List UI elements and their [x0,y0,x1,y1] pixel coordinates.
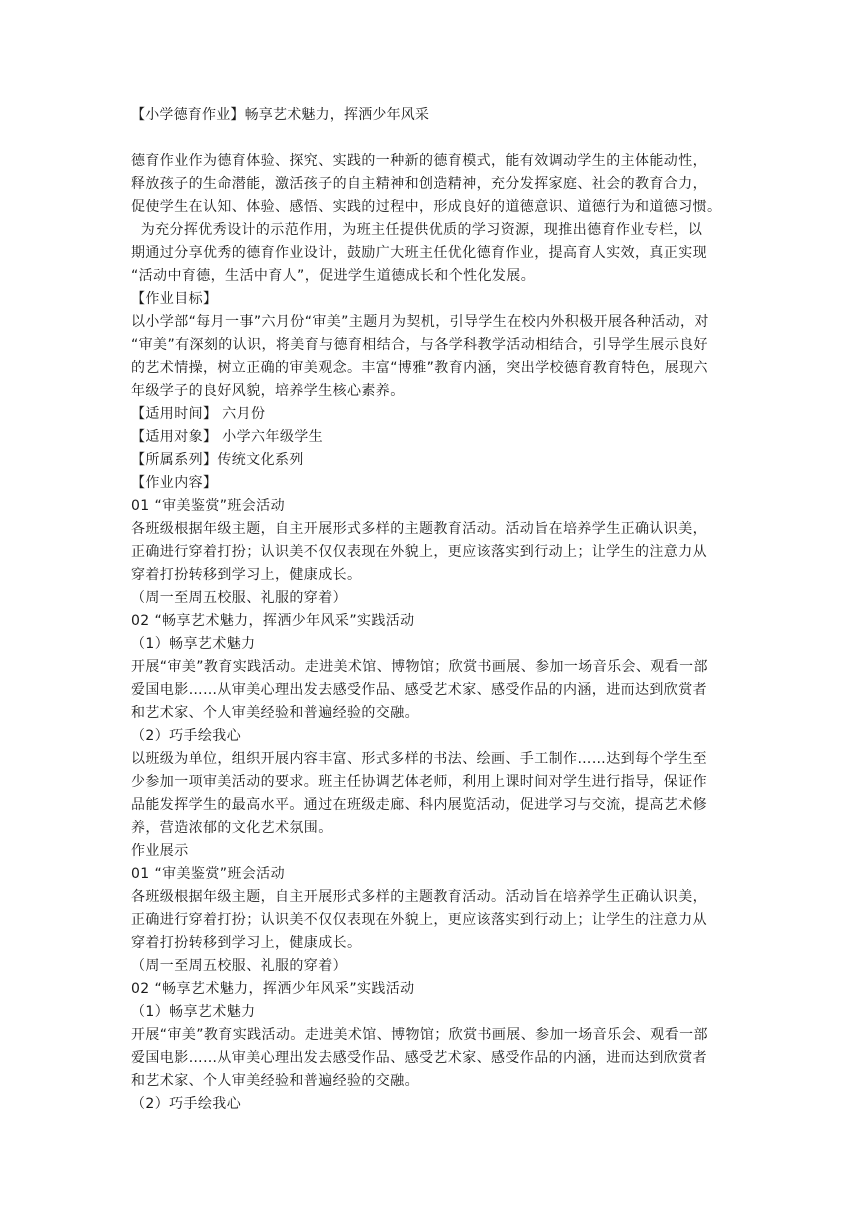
item-heading: 01 “审美鉴赏”班会活动 [131,866,285,882]
body-line: 促使学生在认知、体验、感悟、实践的过程中，形成良好的道德意识、道德行为和道德习惯。 [131,199,722,215]
body-line: 期通过分享优秀的德育作业设计，鼓励广大班主任优化德育作业，提高育人实效，真正实现 [131,245,707,261]
body-line: 德育作业作为德育体验、探究、实践的一种新的德育模式，能有效调动学生的主体能动性， [131,153,707,169]
body-line: 各班级根据年级主题，自主开展形式多样的主题教育活动。活动旨在培养学生正确认识美， [131,521,707,537]
section-heading-content: 【作业内容】 [131,475,218,491]
body-line: （周一至周五校服、礼服的穿着） [131,958,347,974]
item-heading: 02 “畅享艺术魅力，挥洒少年风采”实践活动 [131,613,415,629]
body-line: 品能发挥学生的最高水平。通过在班级走廊、科内展览活动，促进学习与交流，提高艺术修 [131,797,707,813]
sub-heading: （1）畅享艺术魅力 [131,636,256,652]
meta-series: 【所属系列】传统文化系列 [131,452,304,468]
meta-time: 【适用时间】 六月份 [131,406,266,422]
body-line: 以班级为单位，组织开展内容丰富、形式多样的书法、绘画、手工制作……达到每个学生至 [131,751,707,767]
sub-heading: （2）巧手绘我心 [131,728,242,744]
document-body [131,150,731,1116]
body-line: 开展“审美”教育实践活动。走进美术馆、博物馆；欣赏书画展、参加一场音乐会、观看一部 [131,659,708,675]
body-line: 和艺术家、个人审美经验和普遍经验的交融。 [131,705,419,721]
item-heading: 01 “审美鉴赏”班会活动 [131,498,285,514]
body-line: 正确进行穿着打扮；认识美不仅仅表现在外貌上，更应该落实到行动上；让学生的注意力从 [131,544,707,560]
body-line: 释放孩子的生命潜能，激活孩子的自主精神和创造精神，充分发挥家庭、社会的教育合力， [131,176,707,192]
body-line: 正确进行穿着打扮；认识美不仅仅表现在外貌上，更应该落实到行动上；让学生的注意力从 [131,912,707,928]
body-line: 各班级根据年级主题，自主开展形式多样的主题教育活动。活动旨在培养学生正确认识美， [131,889,707,905]
body-line: 少参加一项审美活动的要求。班主任协调艺体老师，利用上课时间对学生进行指导，保证作 [131,774,707,790]
body-line: 和艺术家、个人审美经验和普遍经验的交融。 [131,1073,419,1089]
body-line: 年级学子的良好风貌，培养学生核心素养。 [131,383,405,399]
body-line: 的艺术情操，树立正确的审美观念。丰富“博雅”教育内涵，突出学校德育教育特色，展现六 [131,360,708,376]
document-title: 【小学德育作业】畅享艺术魅力，挥洒少年风采 [131,107,430,123]
item-heading: 02 “畅享艺术魅力，挥洒少年风采”实践活动 [131,981,415,997]
meta-audience: 【适用对象】 小学六年级学生 [131,429,324,445]
sub-heading: （1）畅享艺术魅力 [131,1004,256,1020]
body-line: “审美”有深刻的认识，将美育与德育相结合，与各学科教学活动相结合，引导学生展示良好 [131,337,708,353]
blank-line [131,127,731,150]
body-line: “活动中育德，生活中育人”，促进学生道德成长和个性化发展。 [131,268,536,284]
document-page [131,104,731,1116]
body-line: 开展“审美”教育实践活动。走进美术馆、博物馆；欣赏书画展、参加一场音乐会、观看一部 [131,1027,708,1043]
body-line: 穿着打扮转移到学习上，健康成长。 [131,935,362,951]
sub-heading: （2）巧手绘我心 [131,1096,242,1112]
body-line: 为充分挥优秀设计的示范作用，为班主任提供优质的学习资源，现推出德育作业专栏，以 [131,222,703,238]
body-line: 爱国电影……从审美心理出发去感受作品、感受艺术家、感受作品的内涵，进而达到欣赏者 [131,1050,707,1066]
body-line: 穿着打扮转移到学习上，健康成长。 [131,567,362,583]
body-line: （周一至周五校服、礼服的穿着） [131,590,347,606]
section-heading-goal: 【作业目标】 [131,291,218,307]
body-line: 爱国电影……从审美心理出发去感受作品、感受艺术家、感受作品的内涵，进而达到欣赏者 [131,682,707,698]
body-line: 养，营造浓郁的文化艺术氛围。 [131,820,333,836]
section-heading-showcase: 作业展示 [131,843,189,859]
body-line: 以小学部“每月一事”六月份“审美”主题月为契机，引导学生在校内外积极开展各种活动，对 [131,314,709,330]
